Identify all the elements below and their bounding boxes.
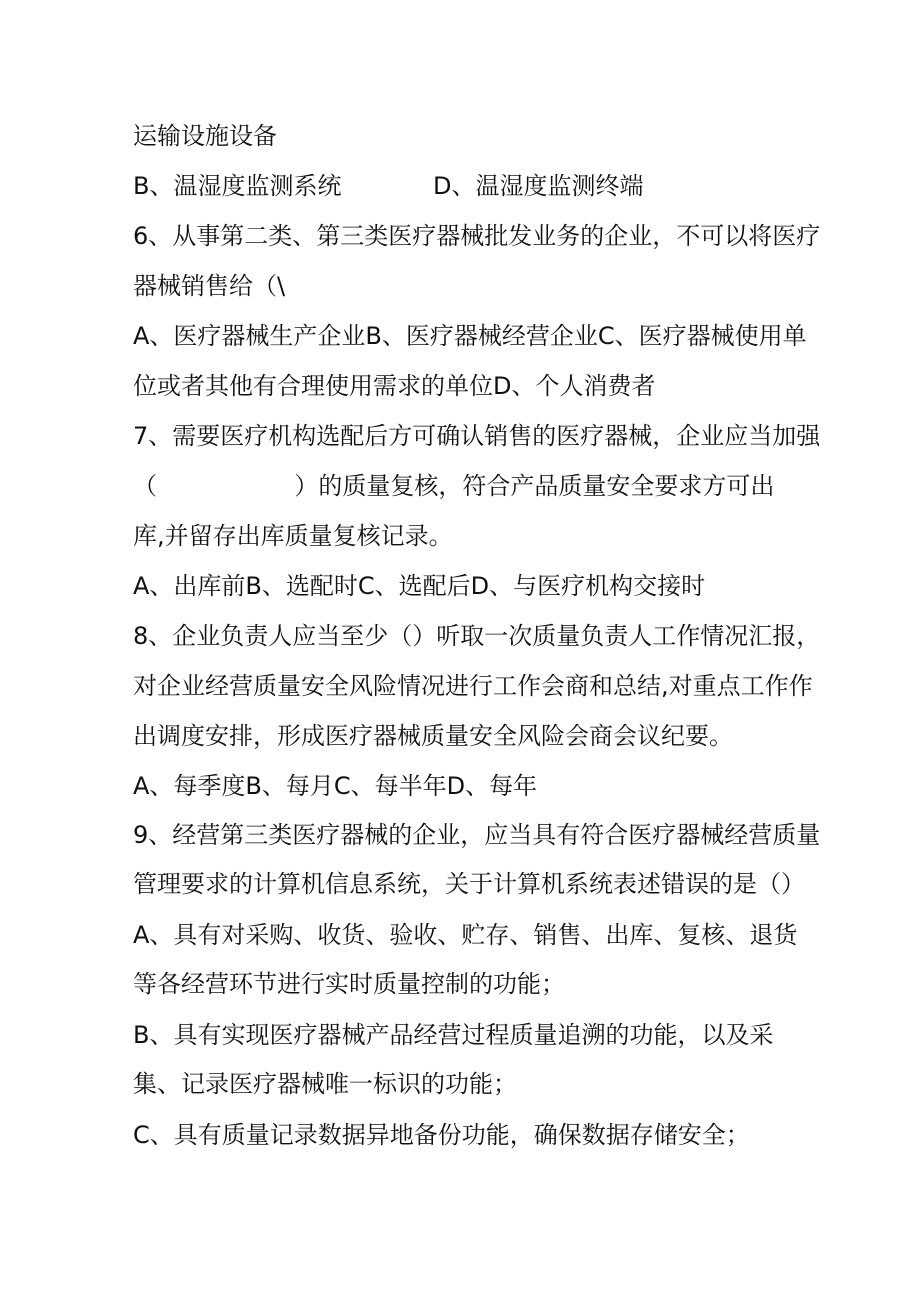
text-line: 对企业经营质量安全风险情况进行工作会商和总结,对重点工作作 [133,672,813,700]
options-line: A、每季度B、每月C、每半年D、每年 [133,772,538,800]
text-line: 运输设施设备 [133,122,277,150]
text-line: B、温湿度监测系统 D、温湿度监测终端 [133,172,644,200]
text-line: （ ）的质量复核，符合产品质量安全要求方可出 [133,472,775,500]
options-line: A、出库前B、选配时C、选配后D、与医疗机构交接时 [133,572,706,600]
question-9-line: 9、经营第三类医疗器械的企业，应当具有符合医疗器械经营质量 [133,821,821,849]
question-7-line: 7、需要医疗机构选配后方可确认销售的医疗器械，企业应当加强 [133,422,821,450]
option-a-line: A、具有对采购、收货、验收、贮存、销售、出库、复核、退货 [133,921,798,949]
option-b-line: B、具有实现医疗器械产品经营过程质量追溯的功能，以及采 [133,1021,774,1049]
text-line: 管理要求的计算机信息系统，关于计算机系统表述错误的是（） [133,870,805,898]
text-line: 集、记录医疗器械唯一标识的功能； [133,1070,517,1098]
text-line: 器械销售给（\ [133,272,286,300]
options-line: 位或者其他有合理使用需求的单位D、个人消费者 [133,372,656,400]
question-6-line: 6、从事第二类、第三类医疗器械批发业务的企业，不可以将医疗 [133,222,821,250]
text-line: 等各经营环节进行实时质量控制的功能； [133,970,565,998]
question-8-line: 8、企业负责人应当至少（）听取一次质量负责人工作情况汇报， [133,622,821,650]
options-line: A、医疗器械生产企业B、医疗器械经营企业C、医疗器械使用单 [133,322,807,350]
text-line: 出调度安排，形成医疗器械质量安全风险会商会议纪要。 [133,722,733,750]
text-line: 库,并留存出库质量复核记录。 [133,522,453,550]
option-c-line: C、具有质量记录数据异地备份功能，确保数据存储安全； [133,1121,750,1149]
